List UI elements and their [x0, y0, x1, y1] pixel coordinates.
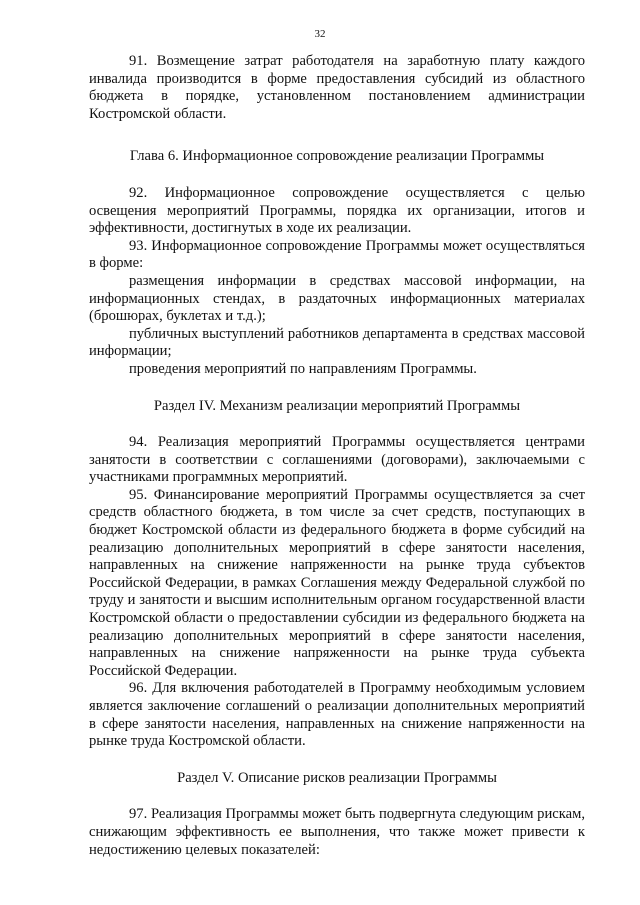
list-item-public-speeches: публичных выступлений работников департамента в средствах массовой информации; [89, 325, 585, 360]
paragraph-95: 95. Финансирование мероприятий Программы осуществляется за счет средств областного бюджета, в том числе за счет средств, поступающих в бюджет Костромской области из федерального бюджета в форме субсидий на реализацию дополнительных мероприятий в сфере занятости населения, направленных на снижение напряженности на рынке труда субъектов Российской Федерации, в рамках Соглашения между Федеральной службой по труду и занятости и высшим исполнительным органом государственной власти Костромской области о предоставлении субсидии из федерального бюджета на реализацию дополнительных мероприятий в сфере занятости населения, направленных на снижение напряженности на рынке труда субъекта Российской Федерации. [89, 486, 585, 679]
section-4-heading: Раздел IV. Механизм реализации мероприятий Программы [153, 397, 521, 414]
paragraph-92: 92. Информационное сопровождение осуществляется с целью освещения мероприятий Программы, порядка их организации, итогов и эффективности, достигнутых в ходе их реализации. [89, 184, 585, 237]
paragraph-93: 93. Информационное сопровождение Программы может осуществляться в форме: [89, 237, 585, 272]
paragraph-96: 96. Для включения работодателей в Программу необходимым условием является заключение соглашений о реализации дополнительных мероприятий в сфере занятости населения, направленных на снижение напряженности на рынке труда Костромской области. [89, 680, 585, 750]
document-body [89, 47, 585, 859]
paragraph-91: 91. Возмещение затрат работодателя на заработную плату каждого инвалида производится в форме предоставления субсидий из областного бюджета в порядке, установленном постановлением администрации Костромской области. [89, 53, 585, 122]
list-item-events: проведения мероприятий по направлениям Программы. [129, 360, 477, 377]
paragraph-97: 97. Реализация Программы может быть подвергнута следующим рискам, снижающим эффективность ее выполнения, что также может привести к недостижению целевых показателей: [89, 806, 585, 858]
page-number: 32 [314, 28, 326, 40]
paragraph-94: 94. Реализация мероприятий Программы осуществляется центрами занятости в соответствии с соглашениями (договорами), заключаемыми с участниками программных мероприятий. [89, 434, 585, 486]
section-5-heading: Раздел V. Описание рисков реализации Программы [177, 769, 497, 786]
list-item-media: размещения информации в средствах массовой информации, на информационных стендах, в раздаточных информационных материалах (брошюрах, буклетах и т.д.); [89, 272, 585, 325]
chapter-6-heading: Глава 6. Информационное сопровождение реализации Программы [129, 148, 545, 165]
